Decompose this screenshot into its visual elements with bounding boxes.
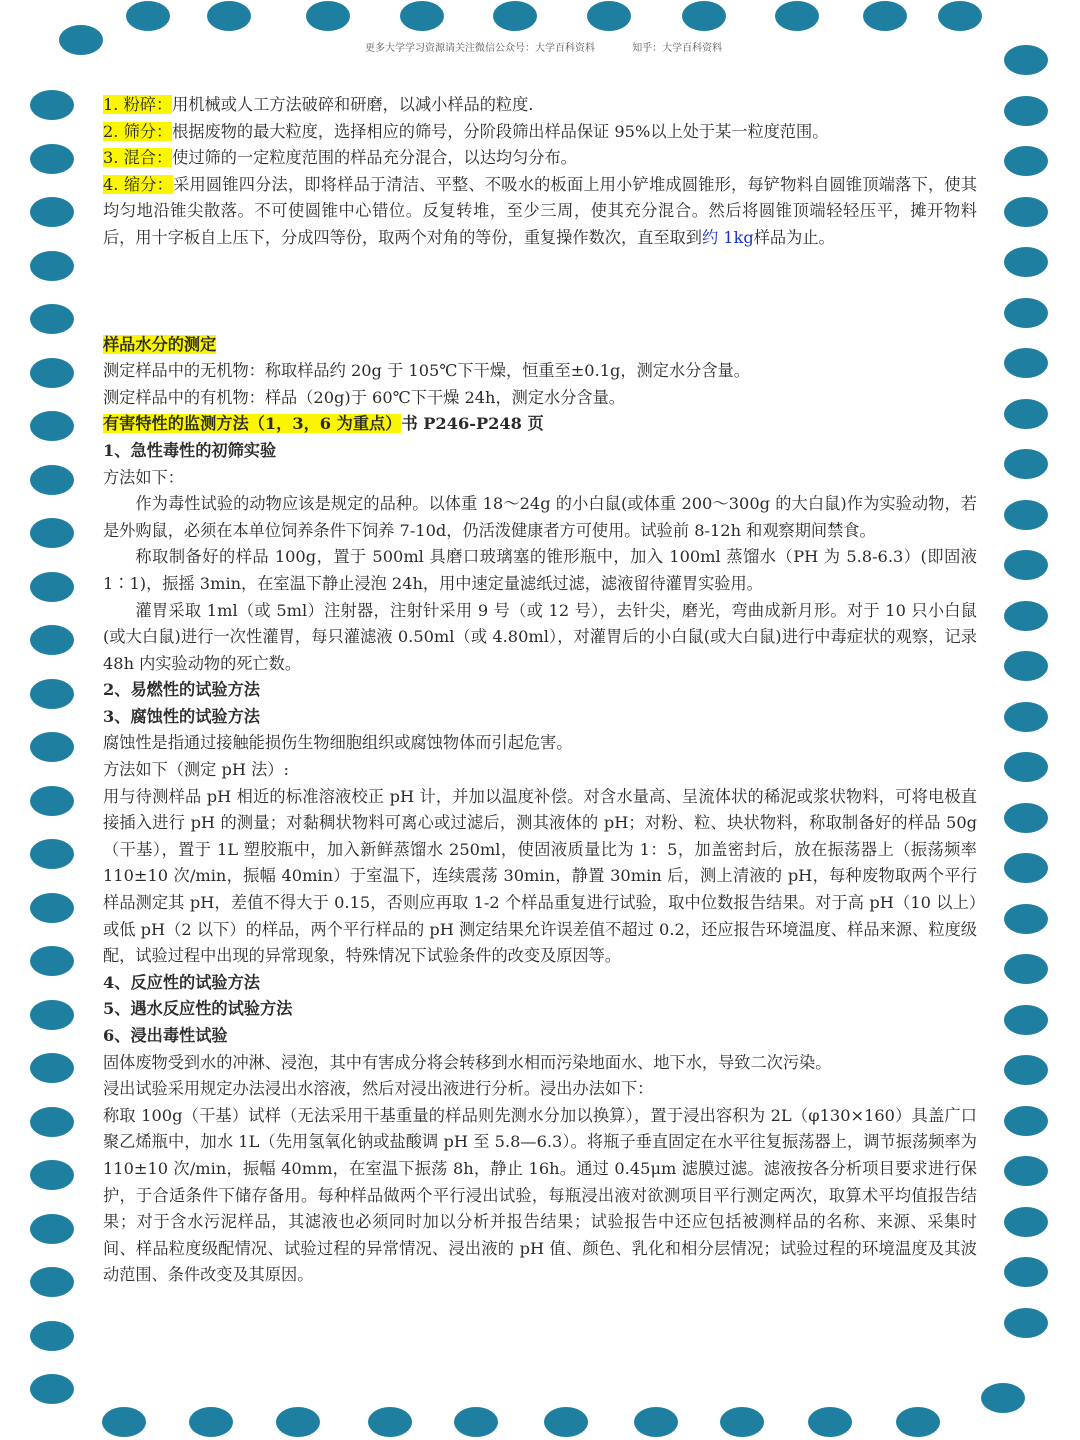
border-dot [30, 1053, 74, 1083]
border-dot [126, 1, 170, 31]
border-dot [938, 1, 982, 31]
border-dot [682, 1, 726, 31]
step-mix [103, 145, 977, 172]
border-dot [1004, 954, 1048, 984]
border-dot [30, 304, 74, 334]
border-dot [1004, 752, 1048, 782]
header-zhihu-notice: 知乎：大学百科资料 [632, 43, 723, 54]
step-reduce [103, 172, 977, 252]
border-dot [634, 1407, 678, 1437]
border-dot [1004, 1156, 1048, 1186]
s3-body: 用与待测样品 pH 相近的标准溶液校正 pH 计，并加以温度补偿。对含水量高、呈流体状的稀泥或浆状物料，可将电极直接插入进行 pH 的测量；对黏稠状物料可离心或过滤后，测其液体的 pH；对粉、粒、块状物料，称取制备好的样品 50g（干基），置于 1L 塑胶瓶中，加入新鲜蒸馏水 250ml，使固液质量比为 1：5，加盖密封后，放在振荡器上（振荡频率 110±10 次/min，振幅 40min）于室温下，连续震荡 30min，静置 30min 后，测上清液的 pH，每种废物取两个平行样品测定其 pH，差值不得大于 0.15，否则应再取 1-2 个样品重复进行试验，取中位数报告结果。对于高 pH（10 以上）或低 pH（2 以下）的样品，两个平行样品的 pH 测定结果允许误差值不超过 0.2，还应报告环境温度、样品来源、粒度级配，试验过程中出现的异常现象，特殊情况下试验条件的改变及原因等。 [103, 786, 977, 966]
moisture-organic: 测定样品中的有机物：样品（20g)于 60℃下干燥 24h，测定水分含量。 [103, 387, 625, 407]
border-dot [30, 197, 74, 227]
border-dot [30, 251, 74, 281]
step-label: 4. 缩分： [103, 174, 174, 194]
border-dot [30, 679, 74, 709]
border-dot [368, 1407, 412, 1437]
border-dot [1004, 348, 1048, 378]
s6-body: 称取 100g（干基）试样（无法采用干基重量的样品则先测水分加以换算），置于浸出容积为 2L（φ130×160）具盖广口聚乙烯瓶中，加水 1L（先用氢氧化钠或盐酸调 pH 至 5.8—6.3）。将瓶子垂直固定在水平往复振荡器上，调节振荡频率为 110±10 次/min，振幅 40mm，在室温下振荡 8h，静止 16h。通过 0.45μm 滤膜过滤。滤液按各分析项目要求进行保护，于合适条件下储存备用。每种样品做两个平行浸出试验，每瓶浸出液对欲测项目平行测定两次，取算术平均值报告结果；对于含水污泥样品，其滤液也必须同时加以分析并报告结果；试验报告中还应包括被测样品的名称、来源、采集时间、样品粒度级配情况、试验过程的异常情况、浸出液的 pH 值、颜色、乳化和相分层情况；试验过程的环境温度及其波动范围、条件改变及其原因。 [103, 1105, 977, 1285]
border-dot [400, 1, 444, 31]
border-dot [1004, 1055, 1048, 1085]
s6-line-method: 浸出试验采用规定办法浸出水溶液，然后对浸出液进行分析。浸出办法如下： [103, 1079, 654, 1099]
hazard-title: 有害特性的监测方法（1，3，6 为重点） [103, 414, 402, 434]
border-dot [30, 144, 74, 174]
border-dot [1004, 197, 1048, 227]
s4-heading: 4、反应性的试验方法 [103, 972, 260, 992]
border-dot [30, 839, 74, 869]
s2-heading: 2、易燃性的试验方法 [103, 680, 260, 700]
border-dot [1004, 853, 1048, 883]
border-dot [1004, 298, 1048, 328]
border-dot [1004, 399, 1048, 429]
border-dot [1004, 651, 1048, 681]
moisture-inorganic: 测定样品中的无机物：称取样品约 20g 于 105℃下干燥，恒重至±0.1g，测定水分含量。 [103, 361, 750, 381]
border-dot [1004, 702, 1048, 732]
border-dot [1004, 247, 1048, 277]
s5-heading: 5、遇水反应性的试验方法 [103, 999, 293, 1019]
border-dot [30, 1321, 74, 1351]
step-text: 根据废物的最大粒度，选择相应的筛号，分阶段筛出样品保证 95%以上处于某一粒度范围。 [172, 121, 829, 141]
border-dot [30, 732, 74, 762]
border-dot [30, 90, 74, 120]
border-dot [30, 786, 74, 816]
border-dot [30, 946, 74, 976]
border-dot [1004, 601, 1048, 631]
border-dot [30, 1160, 74, 1190]
border-dot [981, 1383, 1025, 1413]
s1-para-animals: 作为毒性试验的动物应该是规定的品种。以体重 18～24g 的小白鼠(或体重 200～300g 的大白鼠)作为实验动物，若是外购鼠，必须在本单位饲养条件下饲养 7-10d，仍活泼健康者方可使用。试验前 8-12h 和观察期间禁食。 [103, 494, 977, 540]
step-text: 采用圆锥四分法，即将样品于清洁、平整、不吸水的板面上用小铲堆成圆锥形，每铲物料自圆锥顶端落下，使其均匀地沿锥尖散落。不可使圆锥中心错位。反复转堆，至少三周，使其充分混合。然后将圆锥顶端轻轻压平，摊开物料后，用十字板自上压下，分成四等份，取两个对角的等份，重复操作数次，直至取到 [103, 174, 978, 247]
border-dot [30, 1267, 74, 1297]
border-dot [775, 1, 819, 31]
amount-link-text: 约 1kg [701, 227, 754, 247]
border-dot [1004, 500, 1048, 530]
border-dot [493, 1, 537, 31]
border-dot [1004, 449, 1048, 479]
border-dot [30, 358, 74, 388]
border-dot [1004, 146, 1048, 176]
border-dot [1004, 1257, 1048, 1287]
border-dot [102, 1407, 146, 1437]
s1-para-sample: 称取制备好的样品 100g，置于 500ml 具磨口玻璃塞的锥形瓶中，加入 100ml 蒸馏水（PH 为 5.8-6.3）(即固液 1∶1)，振摇 3min，在室温下静止浸泡 24h，用中速定量滤纸过滤，滤液留待灌胃实验用。 [103, 547, 977, 593]
moisture-title: 样品水分的测定 [103, 334, 217, 354]
document-body [103, 92, 977, 1289]
border-dot [1004, 45, 1048, 75]
section-gap [103, 252, 977, 332]
step-sieve [103, 119, 977, 146]
border-dot [30, 1000, 74, 1030]
border-dot [30, 465, 74, 495]
border-dot [276, 1407, 320, 1437]
border-dot [30, 572, 74, 602]
border-dot [189, 1407, 233, 1437]
border-dot [30, 893, 74, 923]
page-header [365, 39, 756, 54]
moisture-heading [103, 332, 977, 359]
s1-heading: 1、急性毒性的初筛实验 [103, 440, 277, 460]
border-dot [30, 518, 74, 548]
step-label: 1. 粉碎： [103, 95, 173, 114]
hazard-heading [103, 411, 977, 438]
header-wechat-notice: 更多大学学习资源请关注微信公众号：大学百科资料 [365, 43, 595, 54]
border-dot [306, 1, 350, 31]
border-dot [1004, 1005, 1048, 1035]
border-dot [1004, 1106, 1048, 1136]
border-dot [30, 1107, 74, 1137]
border-dot [30, 1214, 74, 1244]
step-crush [103, 92, 977, 119]
hazard-book-ref: 书 P246-P248 页 [401, 414, 544, 434]
s3-definition: 腐蚀性是指通过接触能损伤生物细胞组织或腐蚀物体而引起危害。 [103, 733, 573, 753]
step-label: 3. 混合： [103, 148, 173, 168]
border-dot [207, 1, 251, 31]
border-dot [1004, 803, 1048, 833]
s6-line-pollution: 固体废物受到水的冲淋、浸泡，其中有害成分将会转移到水相而污染地面水、地下水，导致二次污染。 [103, 1052, 832, 1072]
s3-heading: 3、腐蚀性的试验方法 [103, 706, 260, 726]
step-tail: 样品为止。 [753, 227, 835, 247]
border-dot [454, 1407, 498, 1437]
border-dot [544, 1407, 588, 1437]
border-dot [863, 1, 907, 31]
s1-intro: 方法如下： [103, 467, 184, 487]
border-dot [30, 1374, 74, 1404]
border-dot [1004, 550, 1048, 580]
border-dot [30, 411, 74, 441]
step-label: 2. 筛分： [103, 121, 173, 141]
border-dot [587, 1, 631, 31]
border-dot [896, 1407, 940, 1437]
s1-para-gavage: 灌胃采取 1ml（或 5ml）注射器，注射针采用 9 号（或 12 号），去针尖，磨光，弯曲成新月形。对于 10 只小白鼠(或大白鼠)进行一次性灌胃，每只灌滤液 0.50ml（或 4.80ml），对灌胃后的小白鼠(或大白鼠)进行中毒症状的观察，记录 48h 内实验动物的死亡数。 [103, 600, 977, 673]
border-dot [720, 1407, 764, 1437]
border-dot [1004, 96, 1048, 126]
border-dot [1004, 904, 1048, 934]
s3-intro: 方法如下（测定 pH 法）: [103, 760, 289, 780]
border-dot [30, 625, 74, 655]
border-dot [59, 25, 103, 55]
border-dot [1004, 1308, 1048, 1338]
step-text: 使过筛的一定粒度范围的样品充分混合，以达均匀分布。 [172, 148, 577, 168]
border-dot [1004, 1207, 1048, 1237]
border-dot [808, 1407, 852, 1437]
s6-heading: 6、浸出毒性试验 [103, 1026, 228, 1045]
step-text: 用机械或人工方法破碎和研磨，以减小样品的粒度. [172, 95, 534, 114]
